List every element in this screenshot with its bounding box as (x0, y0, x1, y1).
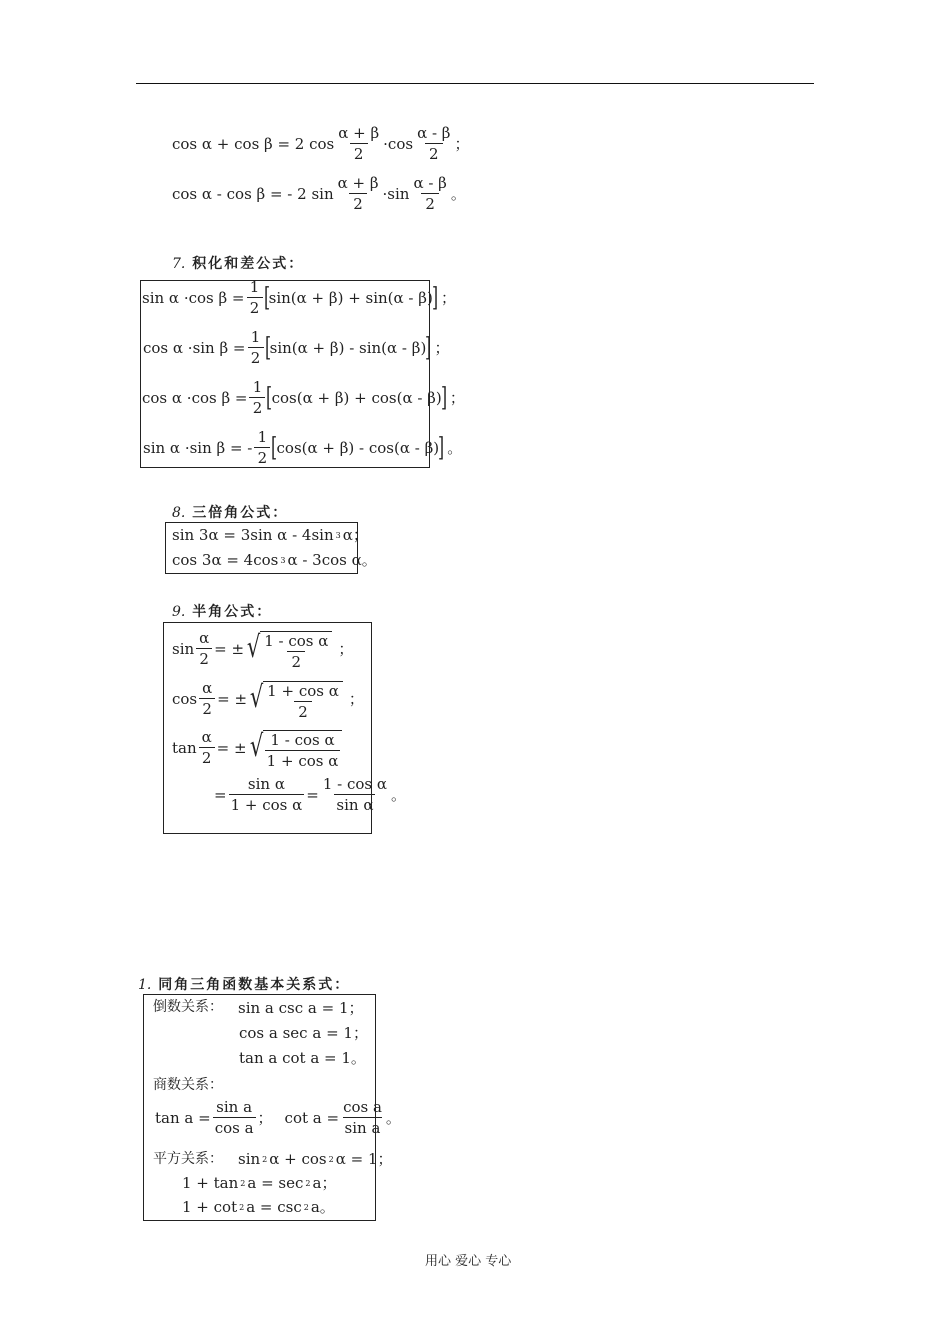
fraction-half: $\frac{1}{2}$ (254, 430, 270, 466)
square-cot-csc: 1 + cot 2 a = csc 2 a。 (182, 1198, 335, 1216)
fraction: $\frac{\text{sin a}}{\text{cos a}}$ (214, 1098, 254, 1137)
sqrt: √ $\frac{\text{1 - cos α}}{2}$ (244, 628, 332, 670)
half-angle-tan-alt: = $\frac{\text{sin α}}{\text{1 + cos α}}$ = $\frac{\text{1 - cos α}}{\text{sin α}}$ 。 (214, 775, 407, 814)
product-to-sum-row-4: sin α ·sin β = - $\frac{1}{2}$ [ cos(α + β) - cos(α - β) ] 。 (143, 428, 463, 467)
product-to-sum-row-3: cos α ·cos β = $\frac{1}{2}$ [ cos(α + β) + cos(α - β) ] ； (142, 378, 465, 417)
square-label: 平方关系： (153, 1151, 223, 1167)
section-9-heading: 9. 半角公式： (172, 604, 273, 620)
half-angle-sin: sin $\frac{\alpha}{2}$ = ± √ $\frac{\text{1 - cos α}}{2}$ ； (172, 629, 354, 671)
product-to-sum-row-2: cos α ·sin β = $\frac{1}{2}$ [ sin(α + β) - sin(α - β) ] ； (143, 328, 450, 367)
fraction: $\frac{\alpha}{2}$ (199, 730, 215, 766)
fraction: $\frac{\alpha - \beta}{2}$ (413, 174, 447, 213)
quotient-label: 商数关系： (153, 1077, 223, 1093)
sqrt: √ $\frac{\text{1 + cos α}}{2}$ (247, 678, 343, 720)
fraction: $\frac{\alpha + \beta}{2}$ (337, 174, 379, 213)
fraction: $\frac{\text{1 + cos α}}{2}$ (267, 682, 339, 721)
fraction: $\frac{\text{1 - cos α}}{\text{1 + cos α}}$ (266, 731, 339, 770)
fraction: $\frac{\alpha - \beta}{2}$ (417, 124, 451, 163)
sqrt: √ $\frac{\text{1 - cos α}}{\text{1 + cos α}}$ (247, 727, 343, 769)
fraction: $\frac{\text{cos a}}{\text{sin a}}$ (343, 1098, 382, 1137)
fraction: $\frac{\alpha}{2}$ (199, 681, 215, 717)
reciprocal-tan-cot: tan a cot a = 1。 (239, 1049, 366, 1067)
square-tan-sec: 1 + tan 2 a = sec 2 a； (182, 1174, 337, 1192)
reciprocal-label: 倒数关系： (153, 999, 223, 1015)
fraction: $\frac{\text{1 - cos α}}{2}$ (264, 632, 329, 671)
reciprocal-cos-sec: cos a sec a = 1； (239, 1024, 368, 1042)
reciprocal-sin-csc: sin a csc a = 1； (238, 999, 364, 1017)
triple-angle-cos: cos 3α = 4cos 3 α - 3cos α 。 (172, 551, 377, 569)
page-footer: 用心 爱心 专心 (425, 1254, 512, 1269)
section-7-heading: 7. 积化和差公式： (172, 256, 305, 272)
header-rule (136, 83, 814, 84)
fraction-half: $\frac{1}{2}$ (248, 330, 264, 366)
triple-angle-sin: sin 3α = 3sin α - 4sin 3 α ； (172, 526, 368, 544)
square-sin-cos: sin 2 α + cos 2 α = 1； (238, 1150, 393, 1168)
fraction-half: $\frac{1}{2}$ (249, 380, 265, 416)
fraction: $\frac{\alpha}{2}$ (196, 631, 212, 667)
sum-to-product-cos-plus: cos α + cos β = 2 cos $\frac{\alpha + \beta}{2}$ ·cos $\frac{\alpha - \beta}{2}$ ； (172, 124, 470, 163)
fraction-half: $\frac{1}{2}$ (247, 280, 263, 316)
fraction: $\frac{\alpha + \beta}{2}$ (338, 124, 380, 163)
sum-to-product-cos-minus: cos α - cos β = - 2 sin $\frac{\alpha + \beta}{2}$ ·sin $\frac{\alpha - \beta}{2}$ 。 (172, 174, 466, 213)
half-angle-cos: cos $\frac{\alpha}{2}$ = ± √ $\frac{\text{1 + cos α}}{2}$ ； (172, 679, 364, 721)
fraction: $\frac{\text{1 - cos α}}{\text{sin α}}$ (322, 775, 388, 814)
quotient-relations: tan a = $\frac{\text{sin a}}{\text{cos a}}$ ； cot a = $\frac{\text{cos a}}{\text{sin a}}$ 。 (155, 1098, 401, 1137)
product-to-sum-row-1: sin α ·cos β = $\frac{1}{2}$ [ sin(α + β) + sin(α - β) ] ； (142, 278, 456, 317)
half-angle-tan: tan $\frac{\alpha}{2}$ = ± √ $\frac{\text{1 - cos α}}{\text{1 + cos α}}$ (172, 727, 342, 769)
section-1-heading: 1. 同角三角函数基本关系式： (138, 977, 351, 993)
section-8-heading: 8. 三倍角公式： (172, 505, 289, 521)
fraction: $\frac{\text{sin α}}{\text{1 + cos α}}$ (230, 775, 303, 814)
